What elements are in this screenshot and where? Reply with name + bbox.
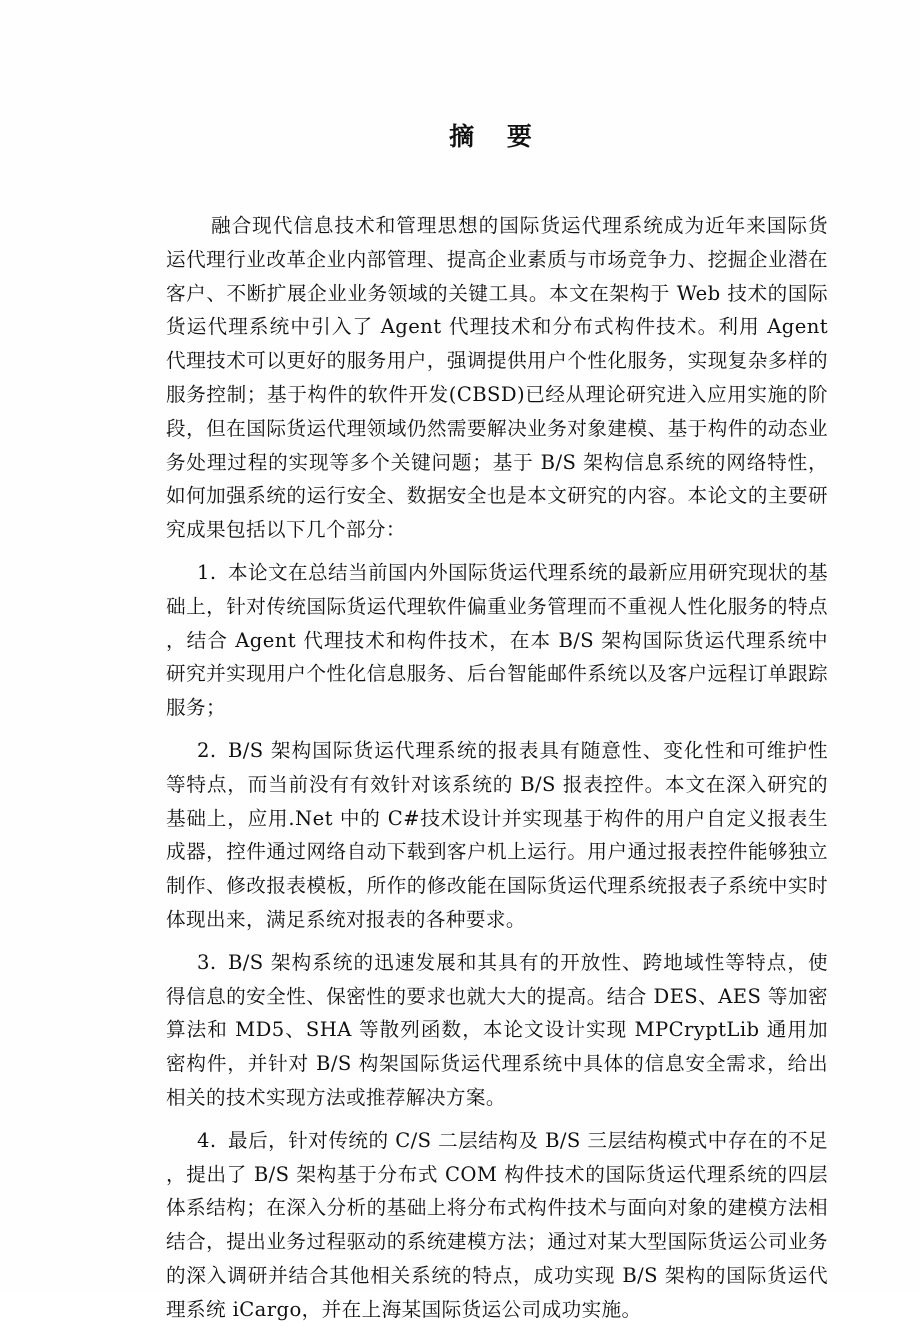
list-item-text: 最后，针对传统的 C/S 二层结构及 B/S 三层结构模式中存在的不足，提出了 B/S 架构基于分布式 COM 构件技术的国际货运代理系统的四层体系结构；在深入分析的基础上将分布式构件技术与面向对象的建模方法相结合，提出业务过程驱动的系统建模方法；通过对某大型国际货运公司业务的深入调研并结合其他相关系统的特点，成功实现 B/S 架构的国际货运代理系统 iCargo，并在上海某国际货运公司成功实施。 — [166, 1128, 828, 1321]
list-item-text: B/S 架构系统的迅速发展和其具有的开放性、跨地域性等特点，使得信息的安全性、保密性的要求也就大大的提高。结合 DES、AES 等加密算法和 MD5、SHA 等散列函数，本论文设计实现 MPCryptLib 通用加密构件，并针对 B/S 构架国际货运代理系统中具体的信息安全需求，给出相关的技术实现方法或推荐解决方案。 — [166, 950, 828, 1109]
list-item-number: 4. — [197, 1128, 217, 1152]
list-item-number: 1. — [197, 560, 217, 584]
intro-paragraph: 融合现代信息技术和管理思想的国际货运代理系统成为近年来国际货运代理行业改革企业内部管理、提高企业素质与市场竞争力、挖掘企业潜在客户、不断扩展企业业务领域的关键工具。本文在架构于 Web 技术的国际货运代理系统中引入了 Agent 代理技术和分布式构件技术。利用 Agent 代理技术可以更好的服务用户，强调提供用户个性化服务，实现复杂多样的服务控制；基于构件的软件开发(CBSD)已经从理论研究进入应用实施的阶段，但在国际货运代理领域仍然需要解决业务对象建模、基于构件的动态业务处理过程的实现等多个关键问题；基于 B/S 架构信息系统的网络特性，如何加强系统的运行安全、数据安全也是本文研究的内容。本论文的主要研究成果包括以下几个部分： — [166, 214, 828, 542]
list-item-text: B/S 架构国际货运代理系统的报表具有随意性、变化性和可维护性等特点，而当前没有有效针对该系统的 B/S 报表控件。本文在深入研究的基础上，应用.Net 中的 C#技术设计并实现基于构件的用户自定义报表生成器，控件通过网络自动下载到客户机上运行。用户通过报表控件能够独立制作、修改报表模板，所作的修改能在国际货运代理系统报表子系统中实时体现出来，满足系统对报表的各种要求。 — [166, 738, 828, 931]
abstract-body — [166, 209, 828, 1327]
list-item-number: 2. — [197, 738, 217, 762]
abstract-title: 摘 要 — [449, 122, 544, 151]
list-item-text: 本论文在总结当前国内外国际货运代理系统的最新应用研究现状的基础上，针对传统国际货运代理软件偏重业务管理而不重视人性化服务的特点，结合 Agent 代理技术和构件技术，在本 B/S 架构国际货运代理系统中研究并实现用户个性化信息服务、后台智能邮件系统以及客户远程订单跟踪服务； — [166, 560, 828, 720]
list-item-4 — [166, 1124, 828, 1327]
list-item-1 — [166, 556, 828, 725]
list-item-3 — [166, 946, 828, 1115]
list-item-2 — [166, 734, 828, 937]
list-item-number: 3. — [197, 950, 217, 974]
